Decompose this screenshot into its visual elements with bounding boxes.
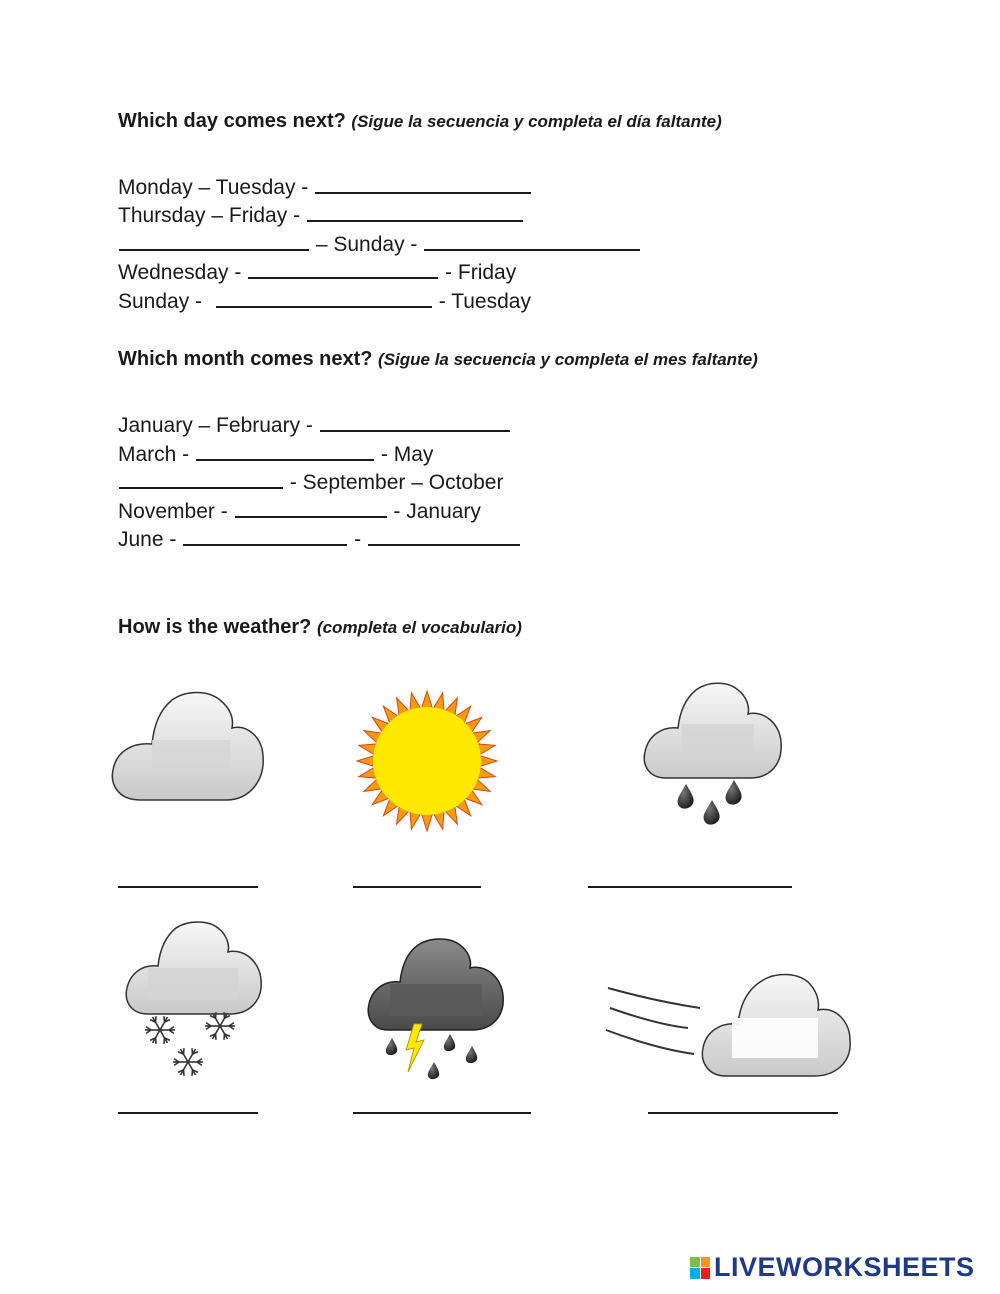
- months-line-5-text-a: June -: [118, 528, 177, 551]
- months-line-4-text-b: - January: [393, 500, 481, 523]
- days-line-4: [118, 261, 516, 285]
- sunny-icon: [356, 690, 498, 832]
- days-line-3-text: – Sunday -: [315, 233, 418, 256]
- logo-mark-icon: [690, 1257, 710, 1279]
- weather-answer-2[interactable]: [353, 886, 481, 888]
- months-heading: [118, 348, 758, 371]
- months-line-2-text-a: March -: [118, 443, 190, 466]
- days-blank-4[interactable]: [424, 247, 640, 251]
- days-line-5-text-a: Sunday -: [118, 290, 203, 313]
- days-title: Which day comes next?: [118, 110, 346, 132]
- months-line-2: [118, 443, 433, 467]
- days-line-3: [118, 233, 641, 257]
- weather-answer-4[interactable]: [118, 1112, 258, 1114]
- days-heading: [118, 110, 722, 133]
- weather-answer-3[interactable]: [588, 886, 792, 888]
- weather-title: How is the weather?: [118, 616, 312, 638]
- logo-text: LIVEWORKSHEETS: [714, 1252, 975, 1282]
- months-blank-6[interactable]: [368, 542, 520, 546]
- months-line-2-text-b: - May: [380, 443, 434, 466]
- months-line-4-text-a: November -: [118, 500, 228, 523]
- months-title: Which month comes next?: [118, 348, 373, 370]
- weather-answer-1[interactable]: [118, 886, 258, 888]
- snowflake-icon: [145, 1016, 175, 1044]
- windy-icon: [604, 968, 854, 1080]
- days-blank-1[interactable]: [315, 190, 531, 194]
- days-line-4-text-a: Wednesday -: [118, 261, 242, 284]
- months-blank-2[interactable]: [196, 457, 374, 461]
- months-line-4: [118, 500, 481, 524]
- months-blank-1[interactable]: [320, 428, 510, 432]
- months-line-1-text: January – February -: [118, 414, 313, 437]
- snowflake-icon: [205, 1012, 235, 1040]
- days-line-4-text-b: - Friday: [445, 261, 517, 284]
- months-blank-3[interactable]: [119, 485, 283, 489]
- months-line-1: [118, 414, 511, 438]
- months-line-5: [118, 528, 521, 552]
- stormy-icon: [366, 938, 506, 1078]
- days-line-5: [118, 290, 531, 314]
- snowflake-icon: [173, 1048, 203, 1076]
- weather-heading: [118, 616, 522, 639]
- days-blank-2[interactable]: [307, 218, 523, 222]
- months-line-3-text: - September – October: [289, 471, 504, 494]
- days-blank-3[interactable]: [119, 247, 309, 251]
- weather-answer-6[interactable]: [648, 1112, 838, 1114]
- months-blank-5[interactable]: [183, 542, 347, 546]
- days-line-5-text-b: - Tuesday: [438, 290, 531, 313]
- weather-hint: (completa el vocabulario): [316, 618, 522, 637]
- liveworksheets-logo: [690, 1252, 975, 1283]
- rainy-icon: [642, 680, 786, 832]
- days-line-2: [118, 204, 524, 228]
- months-blank-4[interactable]: [235, 514, 387, 518]
- days-line-1-text: Monday – Tuesday -: [118, 176, 309, 199]
- months-hint: (Sigue la secuencia y completa el mes faltante): [378, 350, 758, 369]
- days-hint: (Sigue la secuencia y completa el día faltante): [351, 112, 722, 131]
- months-line-5-text-b: -: [354, 528, 362, 551]
- days-blank-6[interactable]: [216, 304, 432, 308]
- cloudy-icon: [110, 688, 266, 804]
- days-blank-5[interactable]: [248, 275, 438, 279]
- days-line-1: [118, 176, 532, 200]
- weather-answer-5[interactable]: [353, 1112, 531, 1114]
- snowy-icon: [124, 920, 268, 1082]
- days-line-2-text: Thursday – Friday -: [118, 204, 301, 227]
- months-line-3: [118, 471, 503, 495]
